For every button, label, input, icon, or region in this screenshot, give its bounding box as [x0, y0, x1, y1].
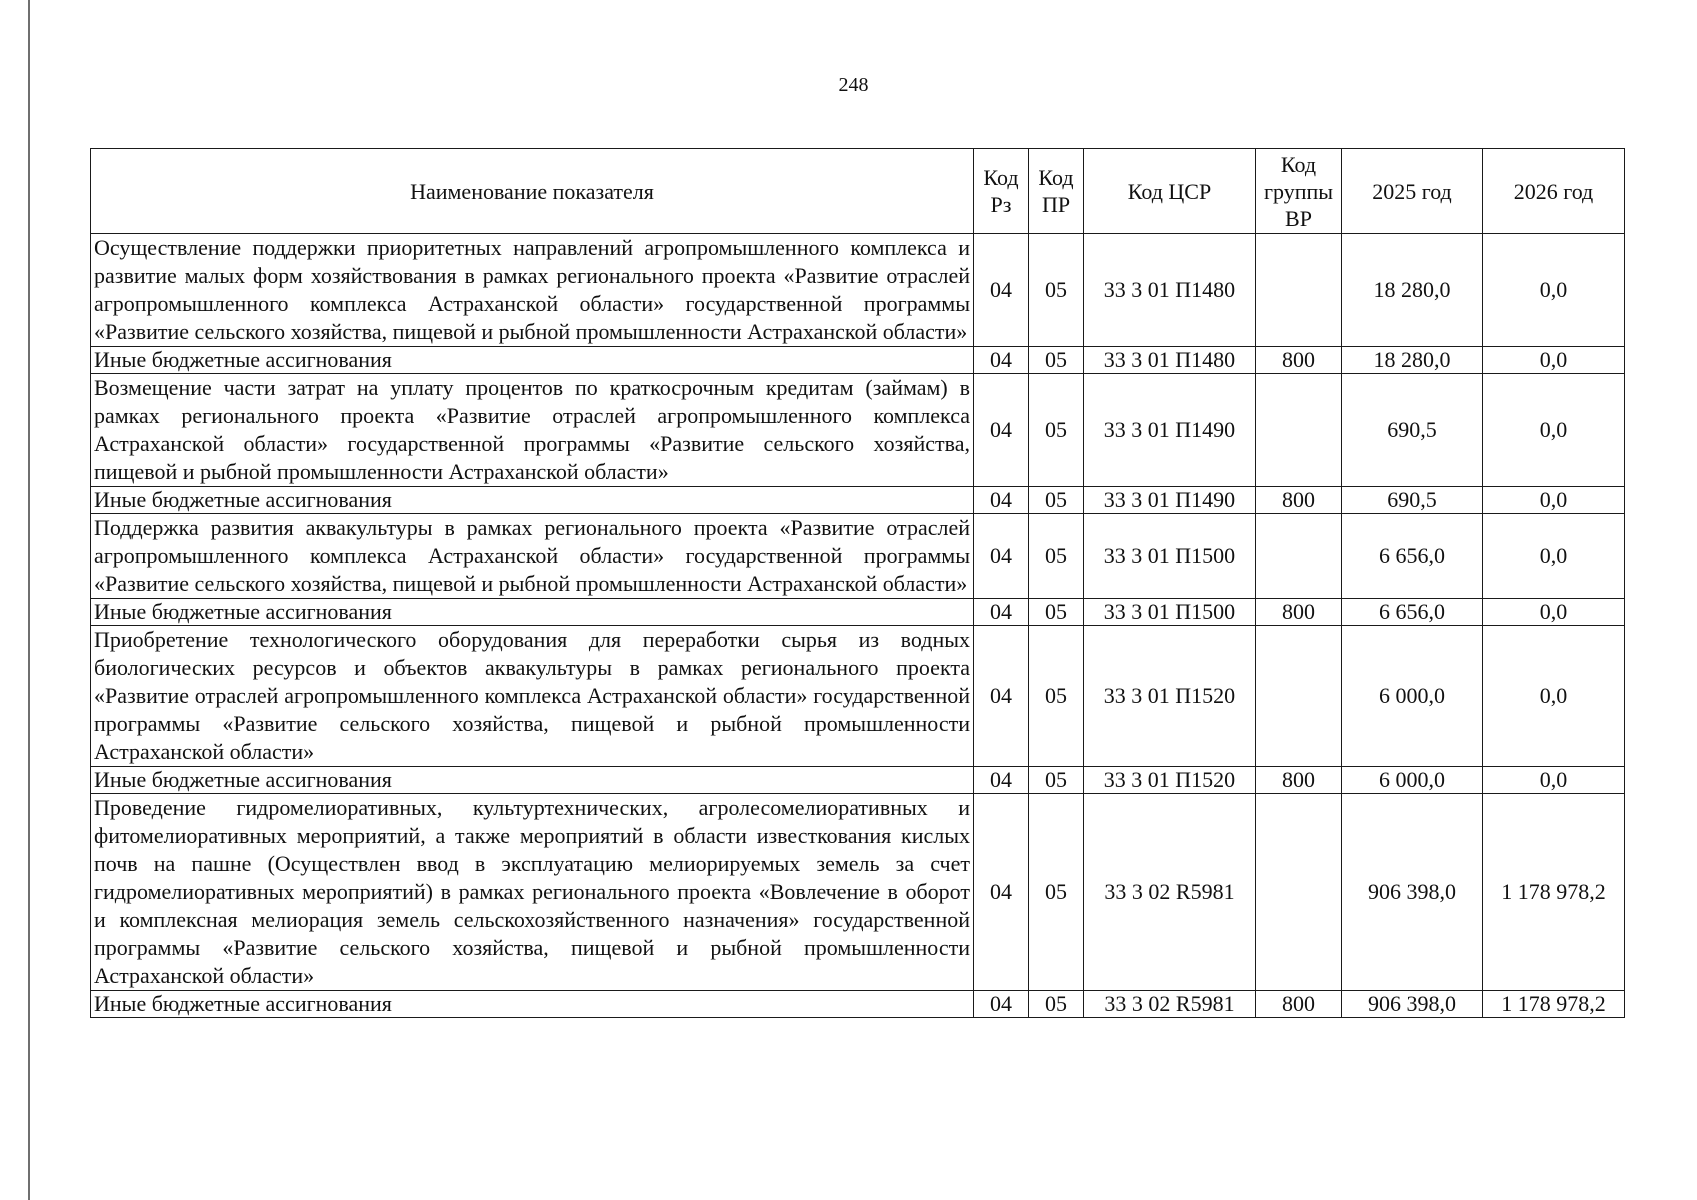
cell-pr: 05 [1029, 347, 1084, 374]
header-pr: Код ПР [1029, 149, 1084, 234]
cell-name: Иные бюджетные ассигнования [91, 599, 974, 626]
cell-2025: 6 000,0 [1342, 767, 1483, 794]
cell-name: Осуществление поддержки приоритетных направлений агропромышленного комплекса и развитие малых форм хозяйствования в рамках регионального проекта «Развитие отраслей агропромышленного комплекса Астраханской области» государственной программы «Развитие сельского хозяйства, пищевой и рыбной промышленности Астраханской области» [91, 234, 974, 347]
table-row [91, 991, 1625, 1018]
cell-name: Иные бюджетные ассигнования [91, 991, 974, 1018]
cell-rz: 04 [974, 626, 1029, 767]
table-row [91, 599, 1625, 626]
table-row [91, 487, 1625, 514]
table-row [91, 794, 1625, 991]
cell-pr: 05 [1029, 374, 1084, 487]
header-csr: Код ЦСР [1084, 149, 1256, 234]
cell-2025: 6 656,0 [1342, 599, 1483, 626]
cell-rz: 04 [974, 794, 1029, 991]
cell-2026: 0,0 [1483, 374, 1625, 487]
cell-name: Иные бюджетные ассигнования [91, 487, 974, 514]
cell-vr [1256, 626, 1342, 767]
cell-2025: 18 280,0 [1342, 347, 1483, 374]
cell-csr: 33 3 01 П1480 [1084, 234, 1256, 347]
cell-vr: 800 [1256, 487, 1342, 514]
cell-name: Иные бюджетные ассигнования [91, 347, 974, 374]
scan-edge-line [28, 0, 30, 1200]
cell-2026: 0,0 [1483, 487, 1625, 514]
cell-2026: 1 178 978,2 [1483, 794, 1625, 991]
cell-name: Поддержка развития аквакультуры в рамках регионального проекта «Развитие отраслей агропромышленного комплекса Астраханской области» государственной программы «Развитие сельского хозяйства, пищевой и рыбной промышленности Астраханской области» [91, 514, 974, 599]
cell-csr: 33 3 01 П1500 [1084, 514, 1256, 599]
cell-rz: 04 [974, 767, 1029, 794]
cell-vr: 800 [1256, 347, 1342, 374]
table-header-row [91, 149, 1625, 234]
cell-vr: 800 [1256, 767, 1342, 794]
cell-csr: 33 3 02 R5981 [1084, 991, 1256, 1018]
cell-csr: 33 3 01 П1520 [1084, 626, 1256, 767]
cell-rz: 04 [974, 234, 1029, 347]
cell-csr: 33 3 02 R5981 [1084, 794, 1256, 991]
cell-2026: 0,0 [1483, 347, 1625, 374]
budget-table [90, 148, 1625, 1018]
table-row [91, 234, 1625, 347]
cell-vr [1256, 234, 1342, 347]
cell-pr: 05 [1029, 767, 1084, 794]
cell-pr: 05 [1029, 599, 1084, 626]
table-row [91, 626, 1625, 767]
cell-rz: 04 [974, 374, 1029, 487]
header-2026: 2026 год [1483, 149, 1625, 234]
header-rz: Код Рз [974, 149, 1029, 234]
cell-vr: 800 [1256, 991, 1342, 1018]
cell-2026: 0,0 [1483, 767, 1625, 794]
cell-rz: 04 [974, 347, 1029, 374]
cell-rz: 04 [974, 514, 1029, 599]
cell-csr: 33 3 01 П1520 [1084, 767, 1256, 794]
cell-csr: 33 3 01 П1490 [1084, 487, 1256, 514]
cell-pr: 05 [1029, 234, 1084, 347]
header-2025: 2025 год [1342, 149, 1483, 234]
cell-csr: 33 3 01 П1480 [1084, 347, 1256, 374]
cell-2026: 0,0 [1483, 234, 1625, 347]
cell-rz: 04 [974, 991, 1029, 1018]
cell-csr: 33 3 01 П1490 [1084, 374, 1256, 487]
cell-csr: 33 3 01 П1500 [1084, 599, 1256, 626]
cell-2025: 906 398,0 [1342, 794, 1483, 991]
cell-2026: 1 178 978,2 [1483, 991, 1625, 1018]
cell-2026: 0,0 [1483, 599, 1625, 626]
cell-vr: 800 [1256, 599, 1342, 626]
cell-rz: 04 [974, 487, 1029, 514]
cell-vr [1256, 794, 1342, 991]
header-name: Наименование показателя [91, 149, 974, 234]
header-vr: Код группы ВР [1256, 149, 1342, 234]
cell-2025: 690,5 [1342, 487, 1483, 514]
table-row [91, 374, 1625, 487]
cell-pr: 05 [1029, 487, 1084, 514]
cell-2026: 0,0 [1483, 514, 1625, 599]
cell-vr [1256, 374, 1342, 487]
cell-rz: 04 [974, 599, 1029, 626]
cell-2025: 906 398,0 [1342, 991, 1483, 1018]
cell-pr: 05 [1029, 626, 1084, 767]
cell-name: Приобретение технологического оборудования для переработки сырья из водных биологических ресурсов и объектов аквакультуры в рамках регионального проекта «Развитие отраслей агропромышленного комплекса Астраханской области» государственной программы «Развитие сельского хозяйства, пищевой и рыбной промышленности Астраханской области» [91, 626, 974, 767]
cell-2025: 18 280,0 [1342, 234, 1483, 347]
cell-2025: 6 000,0 [1342, 626, 1483, 767]
cell-2026: 0,0 [1483, 626, 1625, 767]
table-row [91, 514, 1625, 599]
cell-2025: 690,5 [1342, 374, 1483, 487]
cell-pr: 05 [1029, 794, 1084, 991]
table-row [91, 767, 1625, 794]
cell-name: Возмещение части затрат на уплату процентов по краткосрочным кредитам (займам) в рамках регионального проекта «Развитие отраслей агропромышленного комплекса Астраханской области» государственной программы «Развитие сельского хозяйства, пищевой и рыбной промышленности Астраханской области» [91, 374, 974, 487]
cell-vr [1256, 514, 1342, 599]
table-row [91, 347, 1625, 374]
page-number: 248 [838, 74, 869, 96]
cell-pr: 05 [1029, 991, 1084, 1018]
cell-2025: 6 656,0 [1342, 514, 1483, 599]
cell-pr: 05 [1029, 514, 1084, 599]
cell-name: Проведение гидромелиоративных, культуртехнических, агролесомелиоративных и фитомелиоративных мероприятий, а также мероприятий в области известкования кислых почв на пашне (Осуществлен ввод в эксплуатацию мелиорируемых земель за счет гидромелиоративных мероприятий) в рамках регионального проекта «Вовлечение в оборот и комплексная мелиорация земель сельскохозяйственного назначения» государственной программы «Развитие сельского хозяйства, пищевой и рыбной промышленности Астраханской области» [91, 794, 974, 991]
cell-name: Иные бюджетные ассигнования [91, 767, 974, 794]
